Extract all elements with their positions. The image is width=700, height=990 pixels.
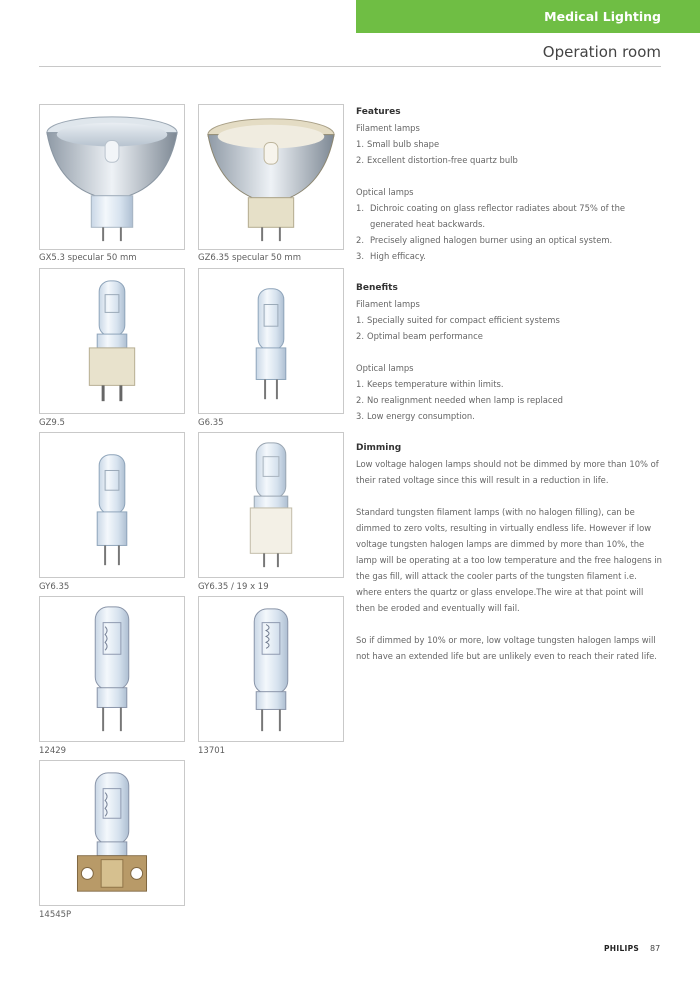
- page-number: 87: [650, 944, 661, 953]
- list-item: 2. Optimal beam performance: [356, 331, 483, 341]
- lamp-caption: GX5.3 specular 50 mm: [39, 253, 137, 263]
- benefits-heading: Benefits: [356, 283, 398, 293]
- lamp-caption: GZ9.5: [39, 418, 65, 428]
- benefits-optical-list: [356, 376, 662, 424]
- features-section: [356, 104, 662, 264]
- dimming-paragraph: Low voltage halogen lamps should not be dimmed by more than 10% of their rated voltage since this will result in a reduction in life.: [356, 459, 659, 485]
- benefits-optical-label: Optical lamps: [356, 363, 414, 373]
- lamp-caption: G6.35: [198, 418, 224, 428]
- capsule-lamp-icon: [40, 761, 184, 905]
- lamp-image-13701: [198, 596, 344, 742]
- list-item: 1. Keeps temperature within limits.: [356, 379, 504, 389]
- lamp-caption: GY6.35: [39, 582, 70, 592]
- capsule-lamp-icon: [40, 269, 184, 413]
- list-item: 1. Specially suited for compact efficient systems: [356, 315, 560, 325]
- capsule-lamp-icon: [199, 433, 343, 577]
- reflector-lamp-icon: [199, 105, 343, 249]
- benefits-filament-list: [356, 312, 662, 344]
- list-item: 1. Dichroic coating on glass reflector radiates about 75% of the generated heat backwards.: [356, 203, 626, 229]
- reflector-lamp-icon: [40, 105, 184, 249]
- lamp-caption: 14545P: [39, 910, 72, 920]
- lamp-image-12429: [39, 596, 185, 742]
- lamp-image-g635: [198, 268, 344, 414]
- dimming-heading: Dimming: [356, 443, 402, 453]
- features-heading: Features: [356, 107, 401, 117]
- dimming-paragraph: So if dimmed by 10% or more, low voltage tungsten halogen lamps will not have an extended life but are unlikely even to reach their rated life.: [356, 635, 657, 661]
- lamp-caption: GY6.35 / 19 x 19: [198, 582, 269, 592]
- features-filament-list: [356, 136, 662, 168]
- brand-logo: PHILIPS: [604, 944, 640, 953]
- capsule-lamp-icon: [199, 597, 343, 741]
- lamp-image-gy635-19x19: [198, 432, 344, 578]
- lamp-image-gz95: [39, 268, 185, 414]
- list-item: 3. Low energy consumption.: [356, 411, 475, 421]
- capsule-lamp-icon: [199, 269, 343, 413]
- lamp-caption: 13701: [198, 746, 226, 756]
- section-banner: Medical Lighting: [356, 0, 700, 33]
- list-item: 1. Small bulb shape: [356, 139, 440, 149]
- list-item: 2. Precisely aligned halogen burner using an optical system.: [356, 235, 613, 245]
- lamp-image-14545p: [39, 760, 185, 906]
- benefits-section: [356, 280, 662, 424]
- list-item: 2. No realignment needed when lamp is replaced: [356, 395, 563, 405]
- capsule-lamp-icon: [40, 597, 184, 741]
- features-optical-label: Optical lamps: [356, 187, 414, 197]
- lamp-image-gz635: [198, 104, 344, 250]
- dimming-section: [356, 440, 662, 664]
- list-item: 2. Excellent distortion-free quartz bulb: [356, 155, 518, 165]
- lamp-image-gy635: [39, 432, 185, 578]
- page-title: Operation room: [542, 43, 661, 61]
- lamp-caption: GZ6.35 specular 50 mm: [198, 253, 301, 263]
- header-divider: [39, 66, 661, 67]
- capsule-lamp-icon: [40, 433, 184, 577]
- list-item: 3. High efficacy.: [356, 251, 426, 261]
- lamp-image-gx53: [39, 104, 185, 250]
- benefits-filament-label: Filament lamps: [356, 299, 420, 309]
- lamp-caption: 12429: [39, 746, 67, 756]
- features-optical-list: [356, 200, 662, 264]
- description-column: [356, 104, 662, 664]
- features-filament-label: Filament lamps: [356, 123, 420, 133]
- dimming-paragraph: Standard tungsten filament lamps (with no halogen filling), can be dimmed to zero volts, resulting in virtually endless life. However if low voltage tungsten halogen lamps are dimmed by more than 10%, the lamp will be operating at a too low temperature and the free halogens in the gas fill, will attack the cooler parts of the tungsten filament i.e. where enters the quartz or glass envelope.The wire at that point will then be eroded and eventually will fail.: [356, 507, 662, 613]
